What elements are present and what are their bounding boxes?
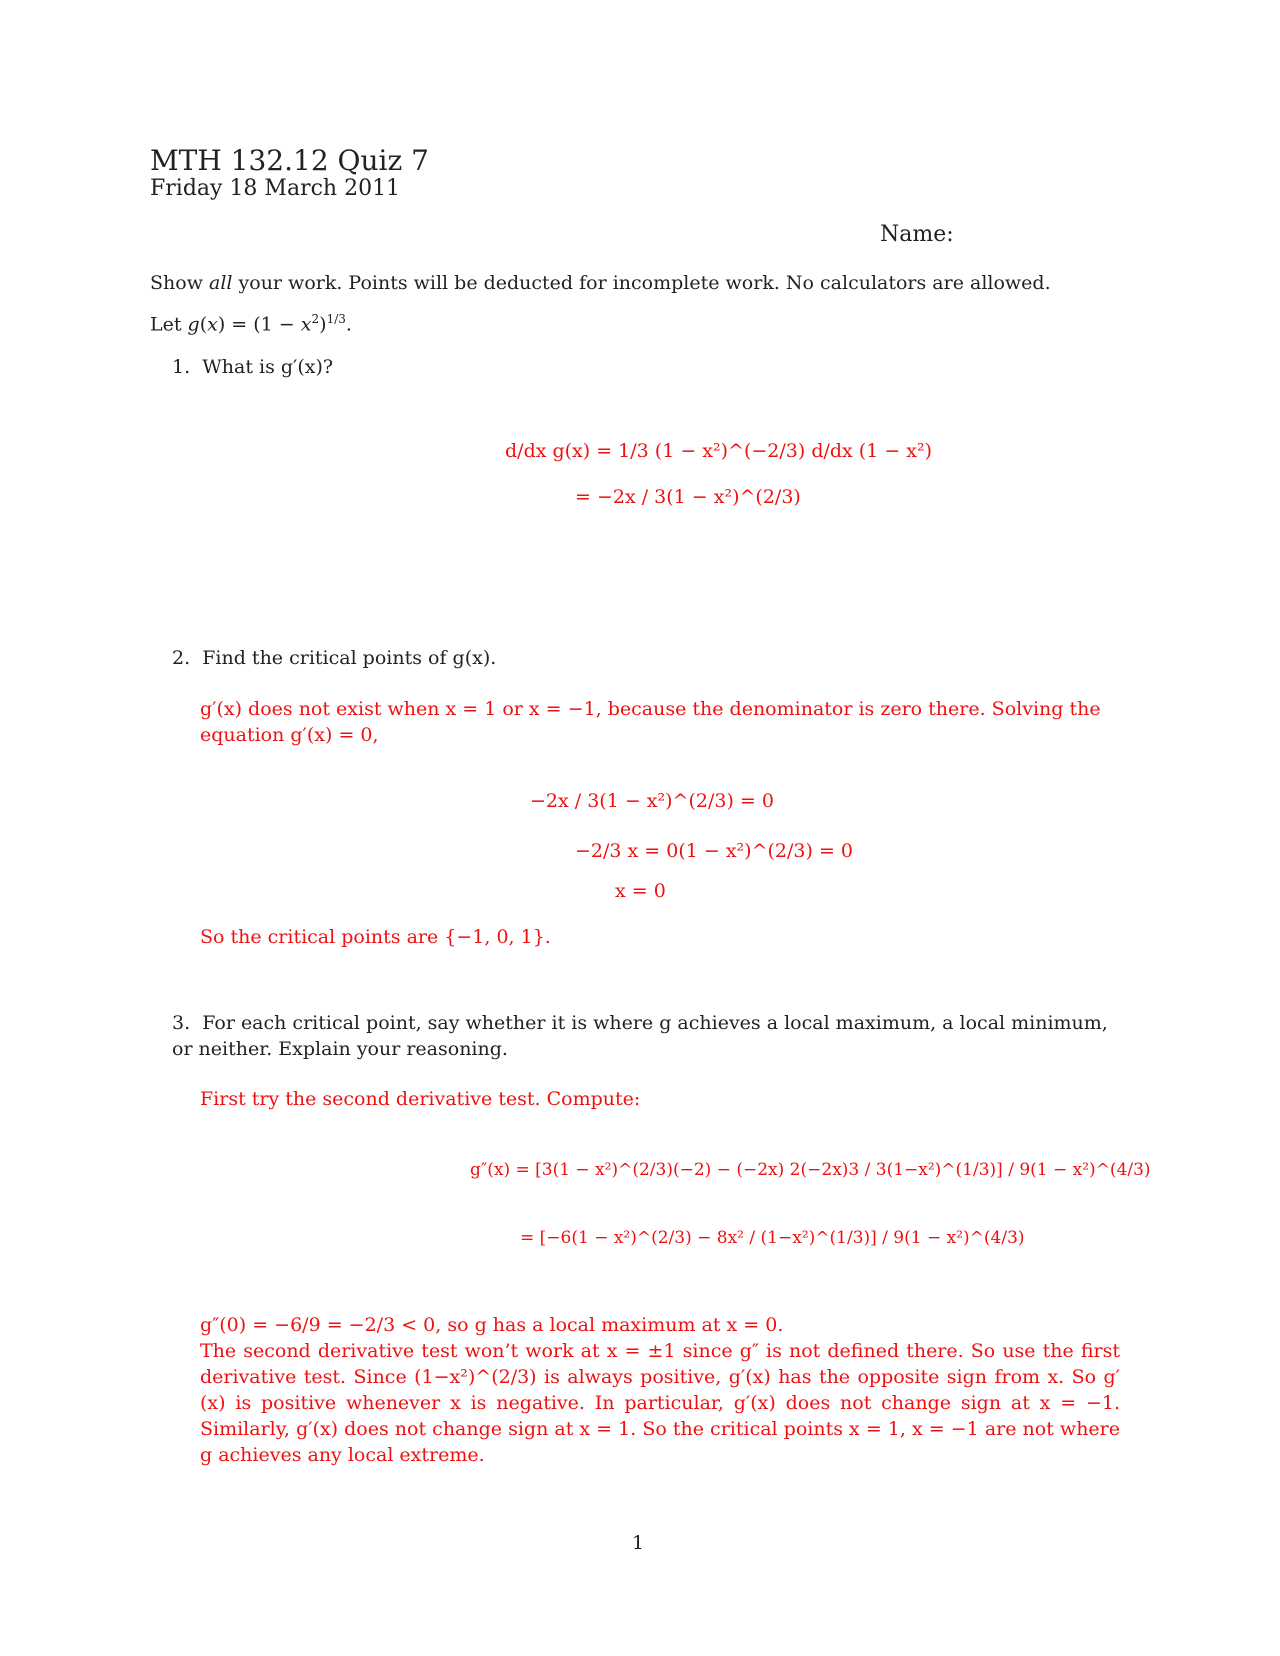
q2-answer-intro: g′(x) does not exist when x = 1 or x = −1, because the denominator is zero there. Solving the equation g′(x) = 0,	[200, 698, 1101, 746]
q3-solution-line-2: = [−6(1 − x²)^(2/3) − 8x² / (1−x²)^(1/3)] / 9(1 − x²)^(4/3)	[520, 1228, 1025, 1248]
q2-solution-line-3: x = 0	[615, 880, 666, 902]
q3-answer-intro: First try the second derivative test. Compute:	[200, 1088, 641, 1110]
question-3: 3. For each critical point, say whether it is where g achieves a local maximum, a local minimum, or neither. Explain your reasoning.	[172, 1012, 1108, 1060]
q2-solution-line-2: −2/3 x = 0(1 − x²)^(2/3) = 0	[575, 840, 853, 862]
q1-solution-line-1: d/dx g(x) = 1/3 (1 − x²)^(−2/3) d/dx (1 − x²)	[505, 440, 933, 462]
q3-conclusion-rest: The second derivative test won’t work at x = ±1 since g″ is not defined there. So use the first derivative test. Since (1−x²)^(2/3) is always positive, g′(x) has the opposite sign from x. So g′(x) is positive whenever x is negative. In particular, g′(x) does not change sign at x = −1. Similarly, g′(x) does not change sign at x = 1. So the critical points x = 1, x = −1 are not where g achieves any local extreme.	[200, 1340, 1120, 1466]
name-label: Name:	[880, 222, 954, 247]
instructions: Show all your work. Points will be deducted for incomplete work. No calculators are allowed.	[150, 272, 1051, 294]
q3-conclusion-first: g″(0) = −6/9 = −2/3 < 0, so g has a local maximum at x = 0.	[200, 1314, 784, 1336]
question-2: 2. Find the critical points of g(x).	[172, 647, 497, 669]
q1-solution-line-2: = −2x / 3(1 − x²)^(2/3)	[575, 486, 801, 508]
q2-conclusion: So the critical points are {−1, 0, 1}.	[200, 926, 551, 948]
question-1: 1. What is g′(x)?	[172, 356, 334, 378]
page-title: MTH 132.12 Quiz 7	[150, 144, 429, 177]
quiz-date: Friday 18 March 2011	[150, 176, 401, 201]
q2-solution-line-1: −2x / 3(1 − x²)^(2/3) = 0	[530, 790, 774, 812]
let-statement: Let $g(x) = (1 - x^2)^{1/3}$.	[150, 312, 352, 336]
q3-solution-line-1: g″(x) = [3(1 − x²)^(2/3)(−2) − (−2x) 2(−2x)3 / 3(1−x²)^(1/3)] / 9(1 − x²)^(4/3)	[470, 1160, 1151, 1180]
page-number: 1	[632, 1532, 645, 1554]
